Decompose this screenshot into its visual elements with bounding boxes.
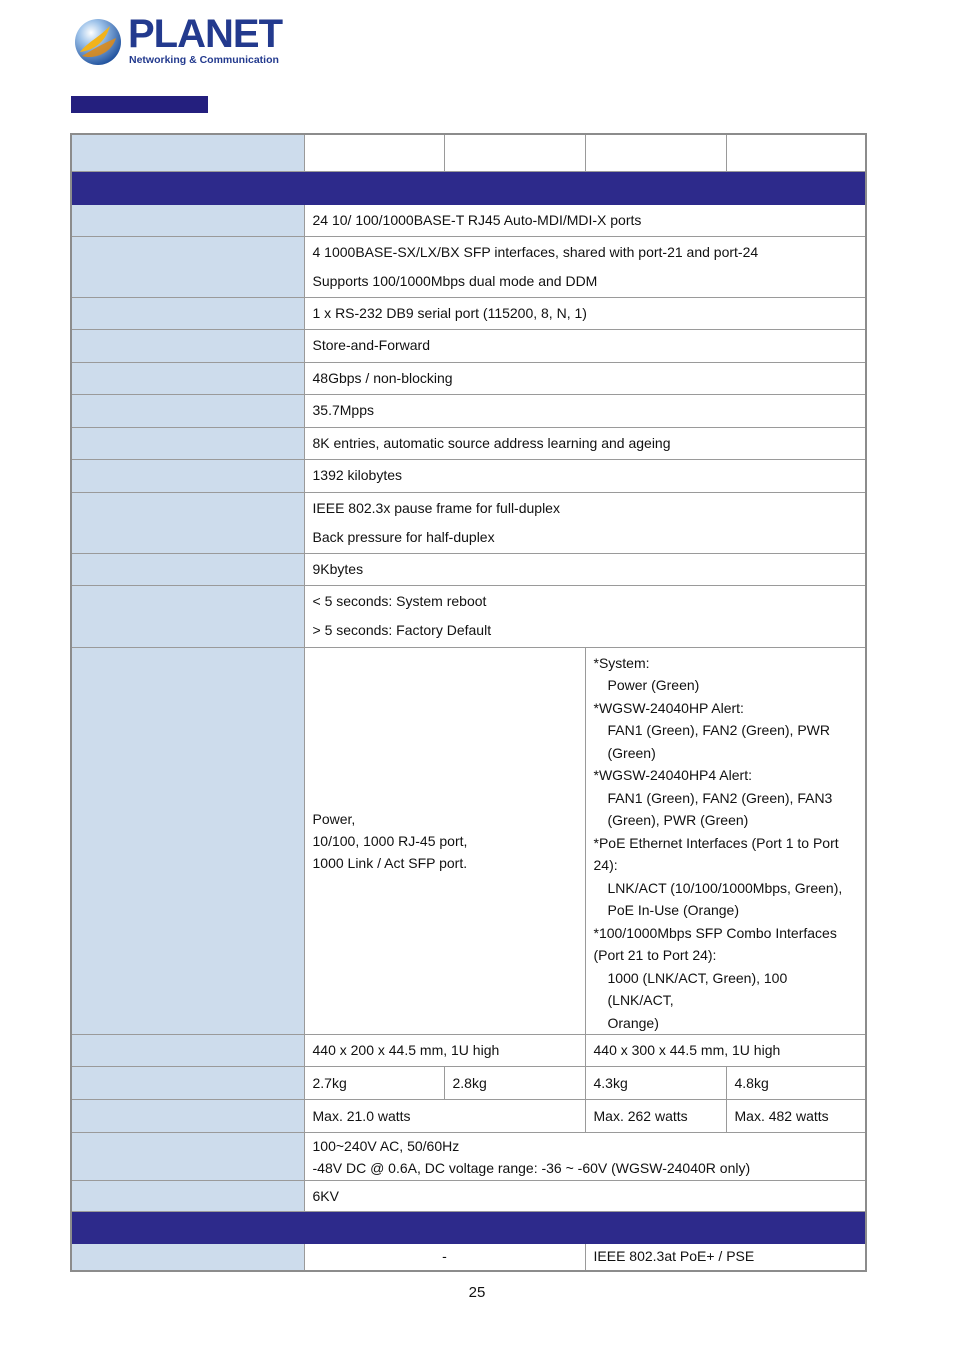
table-header-row [71, 134, 866, 171]
led-left-value [304, 647, 585, 1035]
mac-table-value: 8K entries, automatic source address learning and ageing [304, 427, 866, 459]
table-row [71, 236, 866, 297]
specification-table [70, 133, 867, 1272]
led-line: 24): [593, 857, 618, 873]
section-band [71, 171, 866, 204]
label-cell [71, 1067, 304, 1100]
label-cell [71, 1133, 304, 1181]
led-line: Orange) [607, 1014, 659, 1031]
table-row [71, 553, 866, 585]
table-row [71, 329, 866, 362]
led-line: *WGSW-24040HP4 Alert: [593, 767, 752, 783]
power-consumption-value: Max. 262 watts [585, 1100, 726, 1133]
led-line: 10/100, 1000 RJ-45 port, [312, 832, 468, 849]
power-requirement-line: 100~240V AC, 50/60Hz [312, 1137, 460, 1154]
label-cell [71, 362, 304, 394]
model-header-cell [444, 134, 585, 171]
weight-value: 4.3kg [585, 1067, 726, 1100]
reset-line: < 5 seconds: System reboot [312, 593, 487, 609]
esd-value: 6KV [304, 1181, 866, 1212]
label-cell [71, 1035, 304, 1067]
table-row [71, 1181, 866, 1212]
power-requirement-value [304, 1133, 866, 1181]
label-cell [71, 1100, 304, 1133]
led-line: 1000 (LNK/ACT, Green), 100 (LNK/ACT, [607, 969, 788, 1008]
led-line: *System: [593, 654, 650, 671]
table-row [71, 204, 866, 236]
sfp-line: 4 1000BASE-SX/LX/BX SFP interfaces, shared with port-21 and port-24 [312, 243, 759, 260]
jumbo-frame-value: 9Kbytes [304, 553, 866, 585]
switch-architecture-value: Store-and-Forward [304, 329, 866, 362]
table-row [71, 1035, 866, 1067]
led-line: *PoE Ethernet Interfaces (Port 1 to Port [593, 834, 839, 851]
led-line: LNK/ACT (10/100/1000Mbps, Green), [607, 879, 843, 896]
model-header-cell [585, 134, 726, 171]
led-line: (Green), PWR (Green) [607, 812, 749, 828]
table-row [71, 647, 866, 1035]
table-row [71, 1067, 866, 1100]
led-line: FAN1 (Green), FAN2 (Green), FAN3 [607, 789, 833, 806]
console-value: 1 x RS-232 DB9 serial port (115200, 8, N, 1) [304, 297, 866, 329]
page-number: 25 [468, 1284, 486, 1301]
table-row [71, 394, 866, 427]
table-row [71, 297, 866, 329]
led-right-value [585, 647, 866, 1035]
table-row [71, 459, 866, 492]
model-header-cell [304, 134, 444, 171]
label-cell [71, 329, 304, 362]
table-row [71, 1133, 866, 1181]
label-cell [71, 1181, 304, 1212]
ports-value: 24 10/ 100/1000BASE-T RJ45 Auto-MDI/MDI-X ports [304, 204, 866, 236]
section-band [71, 1212, 866, 1244]
globe-icon [72, 16, 124, 68]
power-consumption-value: Max. 482 watts [726, 1100, 866, 1133]
switch-fabric-value: 48Gbps / non-blocking [304, 362, 866, 394]
label-cell [71, 134, 304, 171]
led-line: 1000 Link / Act SFP port. [312, 854, 468, 871]
weight-value: 2.7kg [304, 1067, 444, 1100]
label-cell [71, 427, 304, 459]
logo-tagline: Networking & Communication [129, 54, 279, 66]
sfp-line: Supports 100/1000Mbps dual mode and DDM [312, 272, 598, 289]
led-line: (Port 21 to Port 24): [593, 947, 717, 963]
poe-standard-value: - [304, 1244, 585, 1271]
section-heading-bar [71, 96, 208, 113]
led-line: *WGSW-24040HP Alert: [593, 699, 744, 716]
planet-logo [72, 12, 282, 70]
power-consumption-value: Max. 21.0 watts [304, 1100, 585, 1133]
led-line: FAN1 (Green), FAN2 (Green), PWR [607, 722, 830, 738]
label-cell [71, 647, 304, 1035]
label-cell [71, 492, 304, 553]
reset-button-value [304, 585, 866, 647]
label-cell [71, 553, 304, 585]
led-line: PoE In-Use (Orange) [607, 902, 739, 918]
buffer-value: 1392 kilobytes [304, 459, 866, 492]
table-row [71, 1244, 866, 1271]
reset-line: > 5 seconds: Factory Default [312, 622, 492, 638]
flow-control-line: Back pressure for half-duplex [312, 528, 495, 545]
label-cell [71, 297, 304, 329]
led-line: Power, [312, 810, 356, 827]
sfp-value [304, 236, 866, 297]
label-cell [71, 1244, 304, 1271]
flow-control-value [304, 492, 866, 553]
table-row [71, 427, 866, 459]
model-header-cell [726, 134, 866, 171]
label-cell [71, 459, 304, 492]
poe-standard-value: IEEE 802.3at PoE+ / PSE [585, 1244, 866, 1271]
dimensions-value: 440 x 200 x 44.5 mm, 1U high [304, 1035, 585, 1067]
led-line: (Green) [607, 744, 656, 761]
table-row [71, 1100, 866, 1133]
table-row [71, 362, 866, 394]
logo-wordmark: PLANET [128, 12, 282, 56]
table-row [71, 492, 866, 553]
section-band-row [71, 1212, 866, 1244]
flow-control-line: IEEE 802.3x pause frame for full-duplex [312, 499, 560, 516]
weight-value: 4.8kg [726, 1067, 866, 1100]
dimensions-value: 440 x 300 x 44.5 mm, 1U high [585, 1035, 866, 1067]
table-row [71, 585, 866, 647]
label-cell [71, 204, 304, 236]
weight-value: 2.8kg [444, 1067, 585, 1100]
led-line: *100/1000Mbps SFP Combo Interfaces [593, 924, 837, 941]
label-cell [71, 236, 304, 297]
power-requirement-line: -48V DC @ 0.6A, DC voltage range: -36 ~ -60V (WGSW-24040R only) [312, 1159, 751, 1176]
throughput-value: 35.7Mpps [304, 394, 866, 427]
led-line: Power (Green) [607, 677, 700, 693]
label-cell [71, 585, 304, 647]
label-cell [71, 394, 304, 427]
section-band-row [71, 171, 866, 204]
